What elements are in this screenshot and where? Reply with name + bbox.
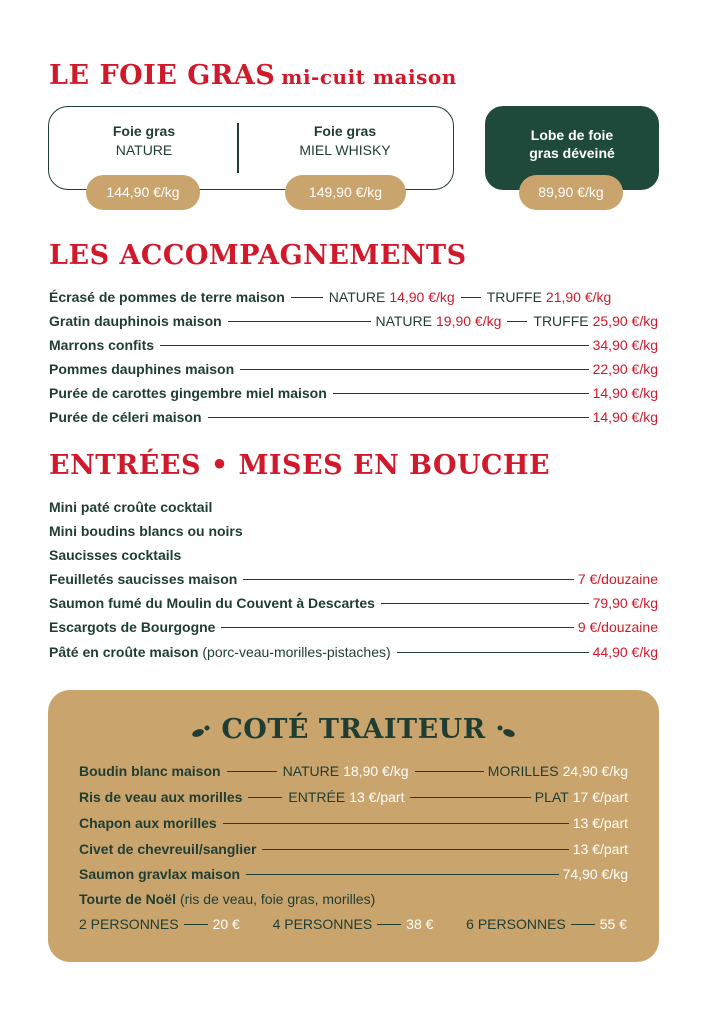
list-item: Mini boudins blancs ou noirs [49, 523, 243, 539]
price-pill-lobe: 89,90 €/kg [519, 175, 623, 210]
list-item: Gratin dauphinois maison NATURE 19,90 €/kg TRUFFE 25,90 €/kg [49, 313, 658, 329]
foie-gras-title-sub: mi-cuit maison [281, 65, 457, 89]
persons-option: 4 PERSONNES 38 € [272, 916, 434, 932]
list-item: Marrons confits 34,90 €/kg [49, 337, 658, 353]
list-item: Saucisses cocktails [49, 547, 182, 563]
foie-gras-title [49, 60, 457, 91]
foie-gras-title-main: LE FOIE GRAS [49, 60, 276, 91]
accompagnements-title: LES ACCOMPAGNEMENTS [49, 240, 467, 271]
leaf-right-icon [496, 724, 516, 738]
price-pill-nature: 144,90 €/kg [86, 175, 200, 210]
list-item: Mini paté croûte cocktail [49, 499, 213, 515]
foie-gras-nature-label: Foie gras NATURE [112, 123, 176, 158]
list-item: Escargots de Bourgogne 9 €/douzaine [49, 619, 658, 635]
list-item: Purée de céleri maison 14,90 €/kg [49, 409, 658, 425]
table-row: Tourte de Noël (ris de veau, foie gras, morilles) [79, 891, 376, 907]
table-row: Boudin blanc maison NATURE 18,90 €/kg MORILLES 24,90 €/kg [79, 763, 628, 779]
list-item: Purée de carottes gingembre miel maison 14,90 €/kg [49, 385, 658, 401]
table-row: Chapon aux morilles 13 €/part [79, 815, 628, 831]
table-row: Civet de chevreuil/sanglier 13 €/part [79, 841, 628, 857]
lobe-label: Lobe de foie gras déveiné [529, 127, 615, 161]
entrees-title: ENTRÉES • MISES EN BOUCHE [49, 450, 551, 481]
persons-option: 2 PERSONNES 20 € [79, 916, 240, 932]
foie-gras-divider [237, 123, 239, 173]
foie-gras-miel-label: Foie gras MIEL WHISKY [299, 123, 391, 158]
list-item: Feuilletés saucisses maison 7 €/douzaine [49, 571, 658, 587]
list-item: Pâté en croûte maison (porc-veau-morilles-pistaches) 44,90 €/kg [49, 644, 658, 660]
tourte-persons [79, 913, 627, 935]
list-item: Écrasé de pommes de terre maison NATURE 14,90 €/kg TRUFFE 21,90 €/kg [49, 289, 612, 305]
leaf-left-icon [191, 724, 211, 738]
list-item: Saumon fumé du Moulin du Couvent à Descartes 79,90 €/kg [49, 595, 658, 611]
table-row: Saumon gravlax maison 74,90 €/kg [79, 866, 628, 882]
price-pill-miel: 149,90 €/kg [285, 175, 406, 210]
traiteur-title: COTÉ TRAITEUR [48, 714, 659, 745]
list-item: Pommes dauphines maison 22,90 €/kg [49, 361, 658, 377]
table-row: Ris de veau aux morilles ENTRÉE 13 €/part PLAT 17 €/part [79, 789, 628, 805]
persons-option: 6 PERSONNES 55 € [466, 916, 627, 932]
